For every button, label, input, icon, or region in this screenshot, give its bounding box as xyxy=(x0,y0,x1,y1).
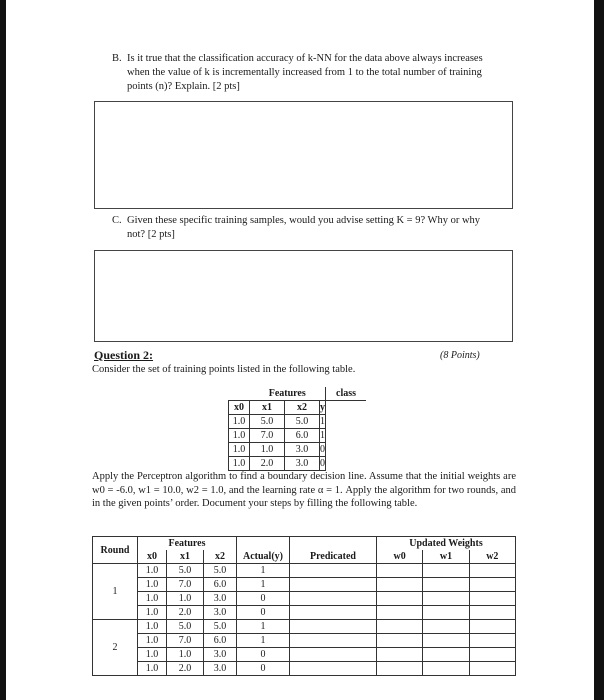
table-row xyxy=(229,415,367,429)
perceptron-steps-table xyxy=(92,536,516,676)
question-2-instructions: Apply the Perceptron algorithm to find a boundary decision line. Assume that the initial weights are w0 = -6.0, w1 = 10.0, w2 = 1.0, and the learning rate α = 1. Apply the algorithm for two rounds, and in the given points’ order. Document your steps by filling the following table. xyxy=(92,471,516,509)
weight-cell[interactable] xyxy=(423,634,469,648)
cell: 1.0 xyxy=(229,457,250,471)
cell: 0 xyxy=(237,662,290,676)
feature-col-header: x1 xyxy=(167,550,204,564)
cell: 1.0 xyxy=(229,415,250,429)
question-b xyxy=(112,52,522,96)
cell: 1.0 xyxy=(138,648,167,662)
col-header: x2 xyxy=(285,401,320,415)
predicted-cell[interactable] xyxy=(290,634,377,648)
right-dark-edge xyxy=(594,0,604,700)
weight-col-header: w0 xyxy=(377,550,423,564)
table-row xyxy=(229,457,367,471)
cell: 5.0 xyxy=(204,564,237,578)
table-row xyxy=(229,443,367,457)
cell: 1 xyxy=(237,634,290,648)
predicted-cell[interactable] xyxy=(290,662,377,676)
predicted-cell[interactable] xyxy=(290,592,377,606)
table-row xyxy=(93,606,516,620)
predicted-header: Predicated xyxy=(290,537,377,564)
cell: 5.0 xyxy=(204,620,237,634)
cell: 1.0 xyxy=(250,443,285,457)
weight-cell[interactable] xyxy=(377,620,423,634)
weight-cell[interactable] xyxy=(423,564,469,578)
cell: 6.0 xyxy=(204,578,237,592)
col-header: y xyxy=(320,402,325,413)
cell: 1.0 xyxy=(138,606,167,620)
weight-cell[interactable] xyxy=(469,620,515,634)
cell: 1.0 xyxy=(138,620,167,634)
cell: 5.0 xyxy=(167,620,204,634)
cell: 1 xyxy=(320,430,325,441)
cell: 3.0 xyxy=(204,662,237,676)
left-dark-edge xyxy=(0,0,6,700)
question-b-line-2: when the value of k is incrementally increased from 1 to the total number of training xyxy=(127,67,482,78)
weight-cell[interactable] xyxy=(423,662,469,676)
cell: 0 xyxy=(320,458,325,469)
question-c xyxy=(112,214,522,244)
steps-features-header: Features xyxy=(138,537,237,551)
cell: 1 xyxy=(320,416,325,427)
cell: 3.0 xyxy=(204,592,237,606)
cell: 1.0 xyxy=(138,578,167,592)
cell: 6.0 xyxy=(204,634,237,648)
cell: 1.0 xyxy=(229,443,250,457)
question-c-letter: C. xyxy=(112,215,122,226)
weight-cell[interactable] xyxy=(377,634,423,648)
answer-box-b[interactable] xyxy=(94,101,513,209)
question-c-line-1: Given these specific training samples, would you advise setting K = 9? Why or why xyxy=(127,215,481,226)
actual-header: Actual(y) xyxy=(237,537,290,564)
table-row xyxy=(93,662,516,676)
feature-col-header: x0 xyxy=(138,550,167,564)
weight-cell[interactable] xyxy=(423,578,469,592)
cell: 1.0 xyxy=(167,592,204,606)
question-b-letter: B. xyxy=(112,53,122,64)
weight-cell[interactable] xyxy=(423,606,469,620)
cell: 1.0 xyxy=(138,592,167,606)
predicted-cell[interactable] xyxy=(290,564,377,578)
weight-cell[interactable] xyxy=(469,662,515,676)
weight-cell[interactable] xyxy=(423,648,469,662)
weight-cell[interactable] xyxy=(377,662,423,676)
table-row xyxy=(93,564,516,578)
weight-cell[interactable] xyxy=(377,648,423,662)
weight-cell[interactable] xyxy=(377,606,423,620)
cell: 5.0 xyxy=(250,415,285,429)
features-header: Features xyxy=(250,387,326,401)
predicted-cell[interactable] xyxy=(290,578,377,592)
predicted-cell[interactable] xyxy=(290,606,377,620)
cell: 3.0 xyxy=(204,648,237,662)
feature-col-header: x2 xyxy=(204,550,237,564)
cell: 7.0 xyxy=(167,634,204,648)
cell: 0 xyxy=(237,592,290,606)
table-row xyxy=(93,634,516,648)
weight-cell[interactable] xyxy=(469,606,515,620)
training-points-table xyxy=(228,387,366,471)
cell: 1.0 xyxy=(138,634,167,648)
table-row xyxy=(93,620,516,634)
cell: 1 xyxy=(237,564,290,578)
weight-cell[interactable] xyxy=(469,578,515,592)
weight-cell[interactable] xyxy=(469,634,515,648)
cell: 5.0 xyxy=(167,564,204,578)
cell: 1 xyxy=(237,578,290,592)
round-header: Round xyxy=(93,537,138,564)
weight-cell[interactable] xyxy=(469,592,515,606)
cell: 2.0 xyxy=(167,662,204,676)
answer-box-c[interactable] xyxy=(94,250,513,342)
cell: 3.0 xyxy=(204,606,237,620)
cell: 0 xyxy=(237,648,290,662)
cell: 6.0 xyxy=(285,429,320,443)
weight-col-header: w2 xyxy=(469,550,515,564)
cell: 1.0 xyxy=(229,429,250,443)
question-2-intro: Consider the set of training points listed in the following table. xyxy=(92,364,356,375)
cell: 3.0 xyxy=(285,457,320,471)
weight-cell[interactable] xyxy=(377,592,423,606)
table-row xyxy=(93,592,516,606)
cell: 7.0 xyxy=(250,429,285,443)
col-header: x0 xyxy=(229,401,250,415)
cell: 0 xyxy=(320,444,325,455)
cell: 1.0 xyxy=(138,662,167,676)
cell: 2.0 xyxy=(167,606,204,620)
cell: 5.0 xyxy=(285,415,320,429)
question-2-title: Question 2: xyxy=(94,348,154,362)
col-header: x1 xyxy=(250,401,285,415)
class-header: class xyxy=(326,387,367,401)
cell: 3.0 xyxy=(285,443,320,457)
weight-cell[interactable] xyxy=(469,564,515,578)
updated-weights-header: Updated Weights xyxy=(377,537,516,551)
weight-cell[interactable] xyxy=(377,564,423,578)
cell: 7.0 xyxy=(167,578,204,592)
predicted-cell[interactable] xyxy=(290,648,377,662)
cell: 1.0 xyxy=(167,648,204,662)
weight-cell[interactable] xyxy=(377,578,423,592)
question-2-points: (8 Points) xyxy=(440,350,480,361)
cell: 0 xyxy=(237,606,290,620)
table-row xyxy=(93,578,516,592)
weight-cell[interactable] xyxy=(423,592,469,606)
question-b-line-3: points (n)? Explain. [2 pts] xyxy=(127,81,240,92)
round-label: 2 xyxy=(93,620,138,676)
weight-cell[interactable] xyxy=(469,648,515,662)
round-label: 1 xyxy=(93,564,138,620)
question-b-line-1: Is it true that the classification accuracy of k-NN for the data above always increases xyxy=(127,53,483,64)
weight-cell[interactable] xyxy=(423,620,469,634)
table-row xyxy=(93,648,516,662)
question-c-line-2: not? [2 pts] xyxy=(127,229,175,240)
weight-col-header: w1 xyxy=(423,550,469,564)
cell: 1.0 xyxy=(138,564,167,578)
cell: 1 xyxy=(237,620,290,634)
predicted-cell[interactable] xyxy=(290,620,377,634)
table-row xyxy=(229,429,367,443)
cell: 2.0 xyxy=(250,457,285,471)
